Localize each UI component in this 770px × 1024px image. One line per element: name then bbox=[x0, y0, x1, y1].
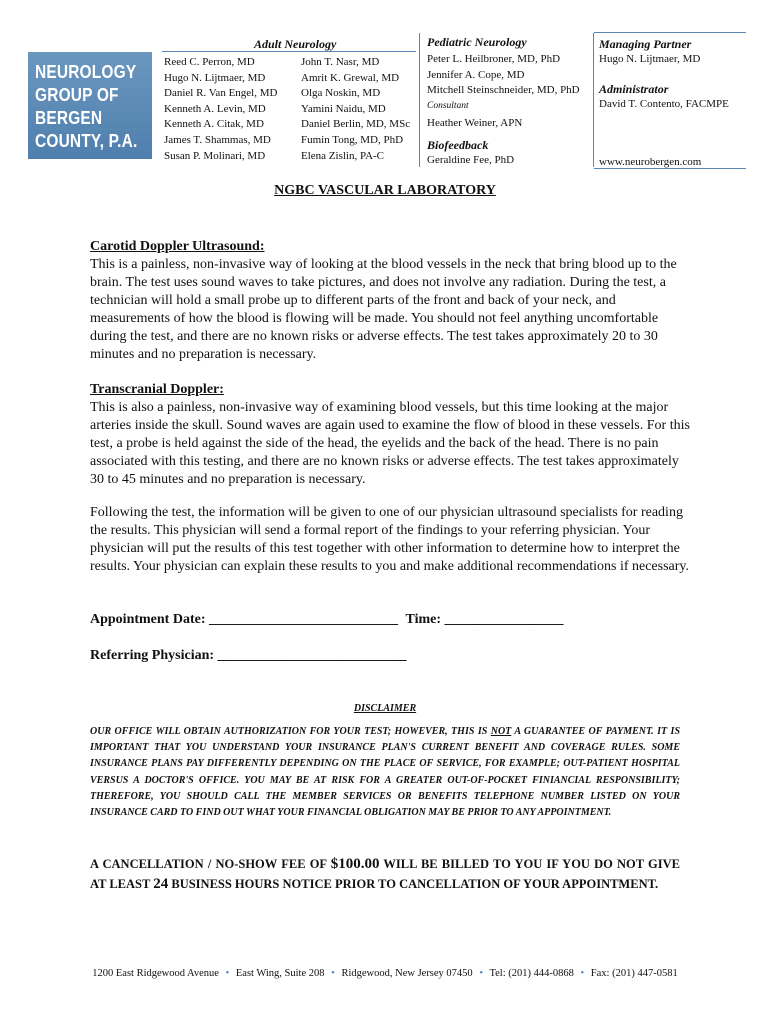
physician-name: Reed C. Perron, MD bbox=[164, 56, 255, 68]
disclaimer-not: NOT bbox=[490, 726, 512, 737]
disclaimer-text bbox=[90, 724, 680, 821]
website-link[interactable]: www.neurobergen.com bbox=[599, 156, 702, 168]
physician-name: Daniel R. Van Engel, MD bbox=[164, 87, 278, 100]
transcranial-heading: Transcranial Doppler: bbox=[90, 382, 224, 397]
appointment-date-label: Appointment Date: bbox=[90, 612, 206, 627]
physician-name: Peter L. Heilbroner, MD, PhD bbox=[427, 53, 561, 65]
carotid-section bbox=[90, 238, 690, 364]
referring-physician-label: Referring Physician: bbox=[90, 648, 215, 663]
administrator-name: David T. Contento, FACMPE bbox=[599, 98, 729, 110]
consultant-label: Consultant bbox=[427, 100, 469, 111]
adult-neurology-rule bbox=[162, 51, 416, 52]
consultant-name: Heather Weiner, APN bbox=[427, 117, 523, 130]
biofeedback-heading: Biofeedback bbox=[427, 138, 489, 152]
cancellation-part-1: A CANCELLATION / NO-SHOW FEE OF bbox=[90, 857, 331, 871]
physician-name: Fumin Tong, MD, PhD bbox=[301, 133, 404, 146]
physician-name: Mitchell Steinschneider, MD, PhD bbox=[427, 84, 580, 97]
footer-fax: Fax: (201) 447-0581 bbox=[590, 968, 678, 979]
physician-name: Jennifer A. Cope, MD bbox=[427, 68, 525, 81]
physician-name: Olga Noskin, MD bbox=[301, 87, 381, 100]
logo-line-3: BERGEN bbox=[35, 108, 103, 128]
carotid-text: This is a painless, non-invasive way of looking at the blood vessels in the neck that bring blood up to the brain. The test uses sound waves to take pictures, and does not involve any radiation. During the test, a technician will hold a small probe up to different parts of the front and back of your neck, and measurements of how the blood is flowing will be made. You should not feel anything uncomfortable during the test, and there are no known risks or adverse effects. The test takes approximately 20 to 30 minutes and no preparation is necessary. bbox=[90, 257, 677, 362]
footer-street: 1200 East Ridgewood Avenue bbox=[92, 968, 219, 979]
footer-city: Ridgewood, New Jersey 07450 bbox=[341, 968, 473, 979]
bullet-separator: • bbox=[479, 968, 483, 979]
cancellation-notice bbox=[90, 854, 680, 894]
carotid-heading: Carotid Doppler Ultrasound: bbox=[90, 239, 265, 254]
appointment-date-blank[interactable]: ___________________________ bbox=[209, 612, 398, 627]
time-label: Time: bbox=[405, 612, 442, 627]
column-divider bbox=[593, 33, 594, 167]
footer-address bbox=[0, 968, 770, 979]
time-blank[interactable]: _________________ bbox=[444, 612, 564, 627]
referring-physician-blank[interactable]: ___________________________ bbox=[217, 648, 407, 663]
pediatric-neurology-heading: Pediatric Neurology bbox=[427, 35, 527, 49]
cancellation-hours: 24 bbox=[153, 876, 169, 892]
logo-line-2: GROUP OF bbox=[35, 85, 119, 105]
footer-suite: East Wing, Suite 208 bbox=[235, 968, 325, 979]
bullet-separator: • bbox=[331, 968, 335, 979]
physician-name: John T. Nasr, MD bbox=[301, 56, 380, 68]
pediatric-neurology-names bbox=[427, 52, 580, 132]
physician-name: Kenneth A. Levin, MD bbox=[164, 102, 266, 115]
logo-line-4: COUNTY, P.A. bbox=[35, 131, 138, 151]
transcranial-text: This is also a painless, non-invasive way of examining blood vessels, but this time looking at the major arteries inside the skull. Sound waves are again used to examine the flow of blood in these vessels. For this test, a probe is held against the side of the head, the eyelids and the back of the head. There is no pain associated with this testing, and there are no known risks or adverse effects. The test takes approximately 30 to 45 minutes and no preparation is necessary. bbox=[90, 400, 690, 487]
cancellation-fee: $100.00 bbox=[330, 856, 380, 872]
disclaimer-title: DISCLAIMER bbox=[353, 703, 417, 714]
managing-partner-name: Hugo N. Lijtmaer, MD bbox=[599, 53, 701, 65]
bottom-rule bbox=[594, 168, 746, 169]
referring-physician-row bbox=[90, 648, 407, 664]
physician-name: Yamini Naidu, MD bbox=[301, 102, 386, 115]
transcranial-section bbox=[90, 381, 690, 489]
disclaimer-part-1: OUR OFFICE WILL OBTAIN AUTHORIZATION FOR YOUR TEST; HOWEVER, THIS IS bbox=[90, 726, 491, 737]
adult-neurology-col1 bbox=[164, 55, 277, 164]
results-section bbox=[90, 504, 690, 576]
adult-neurology-heading: Adult Neurology bbox=[254, 37, 337, 51]
biofeedback-name: Geraldine Fee, PhD bbox=[427, 154, 515, 166]
physician-name: James T. Shammas, MD bbox=[164, 133, 271, 146]
bullet-separator: • bbox=[225, 968, 230, 979]
column-divider bbox=[419, 33, 420, 167]
managing-partner-heading: Managing Partner bbox=[599, 37, 692, 51]
footer-tel: Tel: (201) 444-0868 bbox=[489, 968, 574, 979]
bullet-separator: • bbox=[580, 968, 585, 979]
disclaimer-part-2: A GUARANTEE OF PAYMENT. IT IS IMPORTANT THAT YOU UNDERSTAND YOUR INSURANCE PLAN'S CURRENT BENEFIT AND COVERAGE RULES. SOME INSURANCE PLANS PAY DIFFERENTLY DEPENDING ON THE PLACE OF SERVICE, FOR EXAMPLE; OUT-PATIENT HOSPITAL VERSUS A DOCTOR'S OFFICE. YOU MAY BE AT RISK FOR A GREATER OUT-OF-POCKET FINIANCIAL RESPONSIBILITY; THEREFORE, YOU SHOULD CALL THE MEMBER SERVICES OR BENEFITS TELEPHONE NUMBER LISTED ON YOUR INSURANCE CARD TO FIND OUT WHAT YOUR FINANCIAL OBLIGATION MAY BE PRIOR TO ANY APPOINTMENT. bbox=[90, 726, 681, 819]
appointment-row bbox=[90, 612, 564, 628]
physician-name: Daniel Berlin, MD, MSc bbox=[301, 118, 411, 131]
physician-name: Elena Zislin, PA-C bbox=[301, 149, 385, 162]
adult-neurology-col2 bbox=[301, 55, 410, 164]
cancellation-part-3: BUSINESS HOURS NOTICE PRIOR TO CANCELLATION OF YOUR APPOINTMENT. bbox=[168, 877, 659, 891]
page-title bbox=[0, 183, 770, 199]
results-text: Following the test, the information will be given to one of our physician ultrasound specialists for reading the results. This physician will send a formal report of the findings to your referring physician. Your physician will put the results of this test together with other information to determine how to interpret the results. Your physician can explain these results to you and make additional recommendations if necessary. bbox=[90, 505, 689, 574]
physician-name: Kenneth A. Citak, MD bbox=[164, 118, 264, 131]
page-title-text: NGBC VASCULAR LABORATORY bbox=[274, 183, 496, 198]
cancellation-part-2: WILL BE BILLED TO YOU IF YOU DO NOT GIVE AT LEAST bbox=[90, 857, 680, 891]
physician-name: Amrit K. Grewal, MD bbox=[301, 71, 400, 84]
administrator-heading: Administrator bbox=[599, 82, 669, 96]
practice-logo bbox=[28, 52, 152, 159]
physician-name: Susan P. Molinari, MD bbox=[164, 149, 266, 162]
physician-name: Hugo N. Lijtmaer, MD bbox=[164, 71, 266, 84]
logo-line-1: NEUROLOGY bbox=[35, 62, 137, 82]
top-rule bbox=[594, 32, 746, 33]
